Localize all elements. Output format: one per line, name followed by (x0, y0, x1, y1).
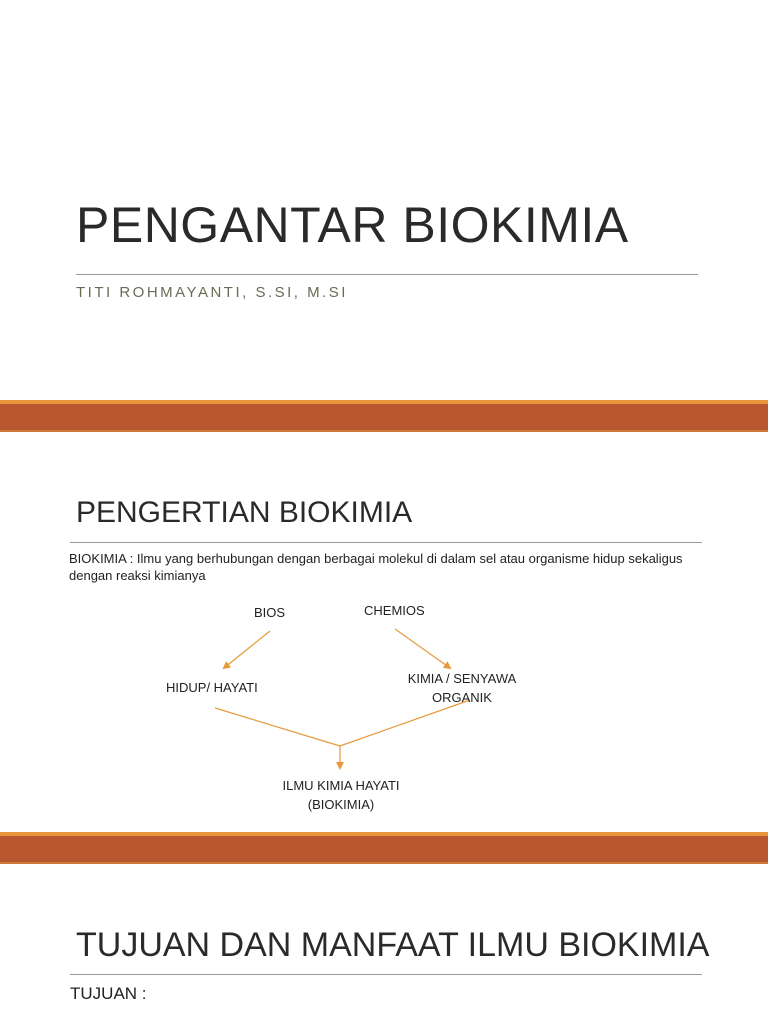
slide-title: PENGANTAR BIOKIMIA (76, 197, 629, 253)
definition-slide (0, 432, 768, 832)
title-divider (76, 274, 698, 275)
node-hidup-hayati: HIDUP/ HAYATI (166, 680, 258, 695)
node-result-line1: ILMU KIMIA HAYATI (282, 778, 400, 793)
connector-hidup (215, 708, 340, 746)
node-bios: BIOS (254, 605, 286, 620)
slide-separator (0, 832, 768, 864)
definition-text: BIOKIMIA : Ilmu yang berhubungan dengan berbagai molekul di dalam sel atau organisme hidup sekaligus dengan reaksi kimianya (69, 551, 683, 583)
node-kimia-senyawa (398, 669, 526, 707)
goals-slide (0, 864, 768, 1024)
section-heading: PENGERTIAN BIOKIMIA (76, 496, 413, 529)
etymology-diagram (0, 432, 768, 832)
node-kimia-line1: KIMIA / SENYAWA (407, 671, 517, 686)
heading-divider (70, 974, 702, 975)
node-result (270, 776, 412, 814)
slide-separator (0, 400, 768, 432)
section-heading: TUJUAN DAN MANFAAT ILMU BIOKIMIA (76, 926, 710, 964)
slide-subtitle: TITI ROHMAYANTI, S.SI, M.SI (76, 284, 348, 301)
node-kimia-line2: ORGANIK (432, 690, 492, 705)
tujuan-label: TUJUAN : (70, 984, 147, 1003)
node-result-line2: (BIOKIMIA) (307, 797, 375, 812)
arrow-bios-to-hidup (224, 631, 270, 668)
node-chemios: CHEMIOS (364, 603, 425, 618)
arrow-chemios-to-kimia (395, 629, 450, 668)
title-slide (0, 0, 768, 400)
